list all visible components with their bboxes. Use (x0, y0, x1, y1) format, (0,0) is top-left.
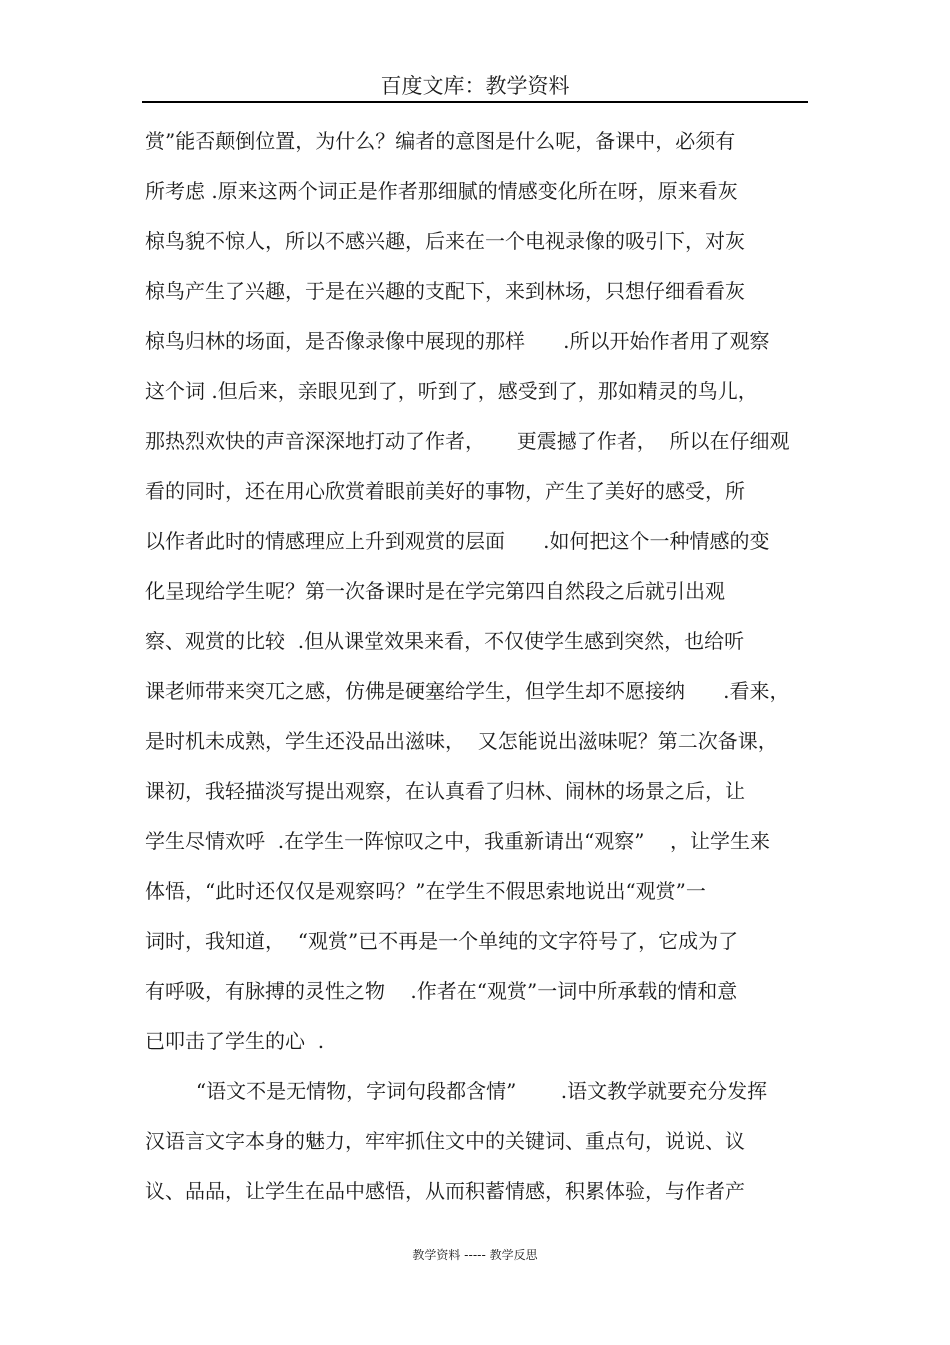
document-body (145, 123, 825, 1223)
text-line: 椋鸟貌不惊人，所以不感兴趣，后来在一个电视录像的吸引下，对灰 (145, 229, 745, 253)
page-footer: 教学资料 ----- 教学反思 (412, 1248, 538, 1262)
text-line: 议、品品，让学生在品中感悟，从而积蓄情感，积累体验，与作者产 (145, 1179, 745, 1203)
text-line: 课初，我轻描淡写提出观察，在认真看了归林、闹林的场景之后，让 (145, 779, 745, 803)
page-header-title: 百度文库：教学资料 (380, 74, 570, 98)
text-line: 赏”能否颠倒位置，为什么？编者的意图是什么呢，备课中，必须有 (145, 129, 736, 153)
text-line: 课老师带来突兀之感，仿佛是硬塞给学生，但学生却不愿接纳 .看来， (145, 679, 790, 703)
text-line: 体悟，“此时还仅仅是观察吗？”在学生不假思索地说出“观赏”一 (145, 879, 706, 903)
text-line: 椋鸟归林的场面，是否像录像中展现的那样 .所以开始作者用了观察 (145, 329, 770, 353)
text-line: 这个词 .但后来，亲眼见到了，听到了，感受到了，那如精灵的鸟儿， (145, 379, 758, 403)
text-line: 椋鸟产生了兴趣，于是在兴趣的支配下，来到林场，只想仔细看看灰 (145, 279, 745, 303)
text-line: 所考虑 .原来这两个词正是作者那细腻的情感变化所在呀，原来看灰 (145, 179, 738, 203)
header-divider (142, 101, 808, 103)
text-line: “语文不是无情物，字词句段都含情” .语文教学就要充分发挥 (145, 1079, 768, 1103)
text-line: 那热烈欢快的声音深深地打动了作者， 更震撼了作者， 所以在仔细观 (145, 429, 790, 453)
text-line: 学生尽情欢呼 .在学生一阵惊叹之中，我重新请出“观察” ，让学生来 (145, 829, 770, 853)
text-line: 汉语言文字本身的魅力，牢牢抓住文中的关键词、重点句，说说、议 (145, 1129, 745, 1153)
text-line: 看的同时，还在用心欣赏着眼前美好的事物，产生了美好的感受，所 (145, 479, 745, 503)
text-line: 化呈现给学生呢？第一次备课时是在学完第四自然段之后就引出观 (145, 579, 725, 603)
text-line: 有呼吸，有脉搏的灵性之物 .作者在“观赏”一词中所承载的情和意 (145, 979, 738, 1003)
text-line: 以作者此时的情感理应上升到观赏的层面 .如何把这个一种情感的变 (145, 529, 770, 553)
text-line: 察、观赏的比较 .但从课堂效果来看，不仅使学生感到突然，也给听 (145, 629, 745, 653)
text-line: 词时，我知道， “观赏”已不再是一个单纯的文字符号了，它成为了 (145, 929, 739, 953)
text-line: 是时机未成熟，学生还没品出滋味， 又怎能说出滋味呢？第二次备课， (145, 729, 778, 753)
text-line: 已叩击了学生的心 . (145, 1029, 325, 1053)
